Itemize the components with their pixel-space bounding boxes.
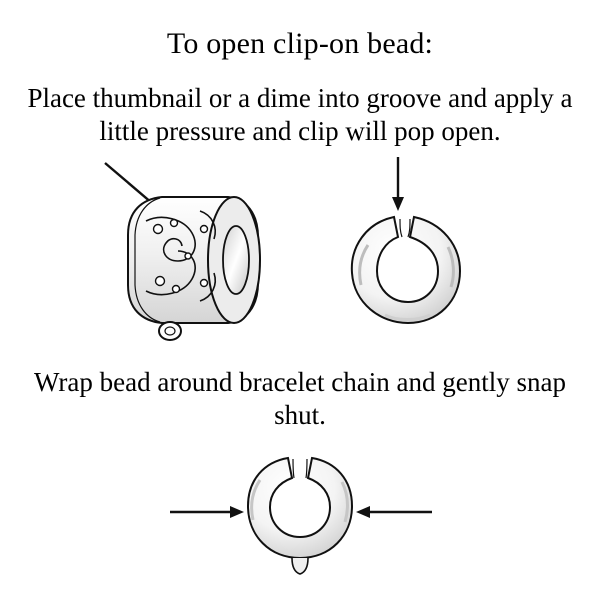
step-2-instruction-text: Wrap bead around bracelet chain and gently snap shut. <box>34 367 566 430</box>
open-bead-illustration <box>330 175 500 345</box>
wrap-bead-illustration <box>160 450 440 580</box>
open-bead-body <box>352 217 460 323</box>
closed-bead-illustration <box>100 185 290 345</box>
arrow-pointing-down-to-opening <box>392 157 404 211</box>
bead-body <box>128 197 260 340</box>
arrow-pressing-from-left <box>170 506 244 518</box>
step-1-instruction-text: Place thumbnail or a dime into groove and apply a little pressure and clip will pop open. <box>27 83 573 146</box>
figure-wrap-bead <box>160 450 440 580</box>
figure-open-bead <box>330 175 500 345</box>
bead-bottom-loop <box>159 322 181 340</box>
figure-closed-bead <box>100 185 290 345</box>
wrap-bead-body <box>248 458 352 574</box>
arrow-pressing-from-right <box>356 506 432 518</box>
page-title: To open clip-on bead: <box>166 27 434 60</box>
